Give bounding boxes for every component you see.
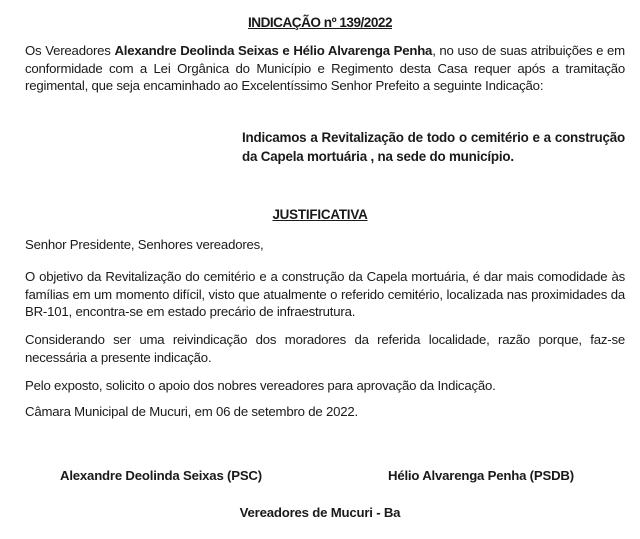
intro-suffix: , no uso de suas atribuições e em conformidade com a Lei Orgânica do Município e Regimento desta Casa requer após a tramitação regimental, que seja encaminhado ao Excelentíssimo Senhor Prefeito a seguinte Indicação: [25,43,625,94]
intro-paragraph [25,42,625,95]
justification-title: JUSTIFICATIVA [272,207,368,222]
signature-left: Alexandre Deolinda Seixas (PSC) [60,468,262,483]
document-title: INDICAÇÃO nº 139/2022 [247,15,393,30]
signature-right: Hélio Alvarenga Penha (PSDB) [388,468,574,483]
councillor-names: Alexandre Deolinda Seixas e Hélio Alvarenga Penha [114,43,433,58]
footer-signature: Vereadores de Mucuri - Ba [239,505,401,520]
intro-prefix: Os Vereadores [25,43,115,58]
objective-paragraph: O objetivo da Revitalização do cemitério e a construção da Capela mortuária, é dar mais comodidade às famílias em um momento difícil, visto que atualmente o referido cemitério, localizada nas proximidades da BR-101, encontra-se em estado precário de infraestrutura. [25,269,625,320]
greeting-paragraph: Senhor Presidente, Senhores vereadores, [25,237,264,252]
request-paragraph: Pelo exposto, solicito o apoio dos nobres vereadores para aprovação da Indicação. [25,378,496,393]
considering-paragraph: Considerando ser uma reivindicação dos moradores da referida localidade, razão porque, faz-se necessária a presente indicação. [25,332,625,365]
indication-text: Indicamos a Revitalização de todo o cemitério e a construção da Capela mortuária , na sede do município. [242,130,625,164]
place-date: Câmara Municipal de Mucuri, em 06 de setembro de 2022. [25,404,358,419]
